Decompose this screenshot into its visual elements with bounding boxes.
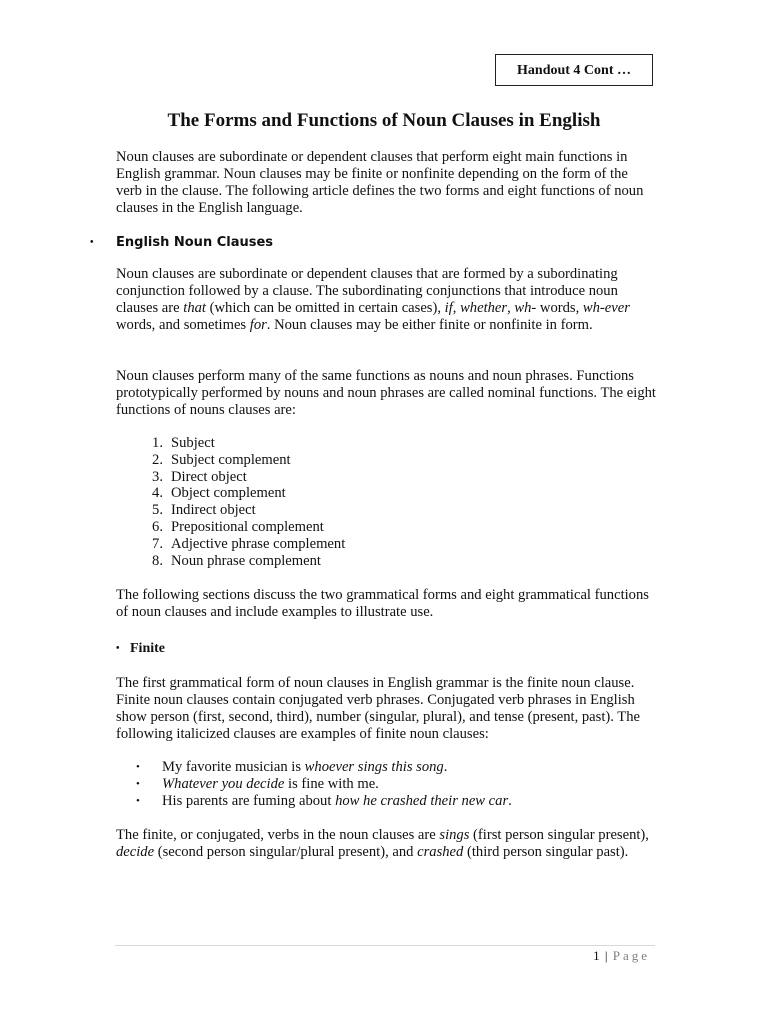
page-footer [593, 947, 650, 964]
footer-separator: | [600, 948, 613, 963]
bullet-icon: • [116, 643, 120, 654]
definition-text: Noun clauses are subordinate or dependent clauses that are formed by a subordinating conjunction followed by a clause. The subordinating conjunctions that introduce noun clauses are that (which can be omitted in certain cases), if, whether, wh- words, wh-ever words, and sometimes for. Noun clauses may be either finite or nonfinite in form. [116, 266, 630, 333]
list-item: 3. Direct object [152, 468, 247, 485]
section-heading-text: English Noun Clauses [116, 235, 274, 250]
functions-intro-paragraph [116, 368, 656, 419]
list-item: 4. Object complement [152, 485, 286, 502]
bullet-icon: • [136, 778, 140, 790]
list-item: • Whatever you decide is fine with me. [136, 776, 379, 792]
conjugated-verbs-text: The finite, or conjugated, verbs in the noun clauses are sings (first person singular present), decide (second person singular/plural present), and crashed (third person singular past). [116, 827, 649, 860]
list-item: 6. Prepositional complement [152, 518, 324, 535]
handout-label-box [495, 54, 653, 86]
functions-list [139, 435, 345, 569]
intro-paragraph [116, 149, 656, 217]
page-word: Page [612, 948, 650, 963]
list-item: • His parents are fuming about how he crashed their new car. [136, 793, 512, 809]
handout-label: Handout 4 Cont … [517, 62, 631, 78]
functions-intro-text: Noun clauses perform many of the same functions as nouns and noun phrases. Functions prototypically performed by nouns and noun phrases are called nominal functions. The eight functions of nouns clauses are: [116, 368, 656, 418]
bullet-icon: • [90, 237, 94, 248]
section-heading-finite [116, 640, 165, 657]
intro-text: Noun clauses are subordinate or dependent clauses that perform eight main functions in English grammar. Noun clauses may be finite or nonfinite depending on the form of the verb in the clause. The following article defines the two forms and eight functions of noun clauses in the English language. [116, 149, 644, 216]
footer-divider [115, 945, 655, 946]
sections-intro-text: The following sections discuss the two grammatical forms and eight grammatical functions of noun clauses and include examples to illustrate use. [116, 587, 649, 620]
page-number: 1 [593, 948, 601, 963]
conjugated-verbs-paragraph [116, 827, 656, 861]
list-item: 2. Subject complement [152, 451, 291, 468]
examples-list [136, 759, 512, 810]
list-item: • My favorite musician is whoever sings this song. [136, 759, 448, 775]
section-heading-text: Finite [130, 641, 165, 656]
section-heading-english-noun-clauses [90, 234, 273, 251]
list-item: 8. Noun phrase complement [152, 552, 321, 569]
bullet-icon: • [136, 761, 140, 773]
finite-text: The first grammatical form of noun clauses in English grammar is the finite noun clause. Finite noun clauses contain conjugated verb phrases. Conjugated verb phrases in English show person (first, second, third), number (singular, plural), and tense (present, past). The following italicized clauses are examples of finite noun clauses: [116, 675, 640, 742]
page-title: The Forms and Functions of Noun Clauses in English [167, 110, 601, 131]
list-item: 7. Adjective phrase complement [152, 535, 346, 552]
finite-paragraph [116, 675, 656, 743]
definition-paragraph [116, 266, 656, 334]
sections-intro-paragraph [116, 587, 656, 621]
list-item: 5. Indirect object [152, 502, 256, 519]
bullet-icon: • [136, 795, 140, 807]
list-item: 1. Subject [152, 435, 215, 451]
